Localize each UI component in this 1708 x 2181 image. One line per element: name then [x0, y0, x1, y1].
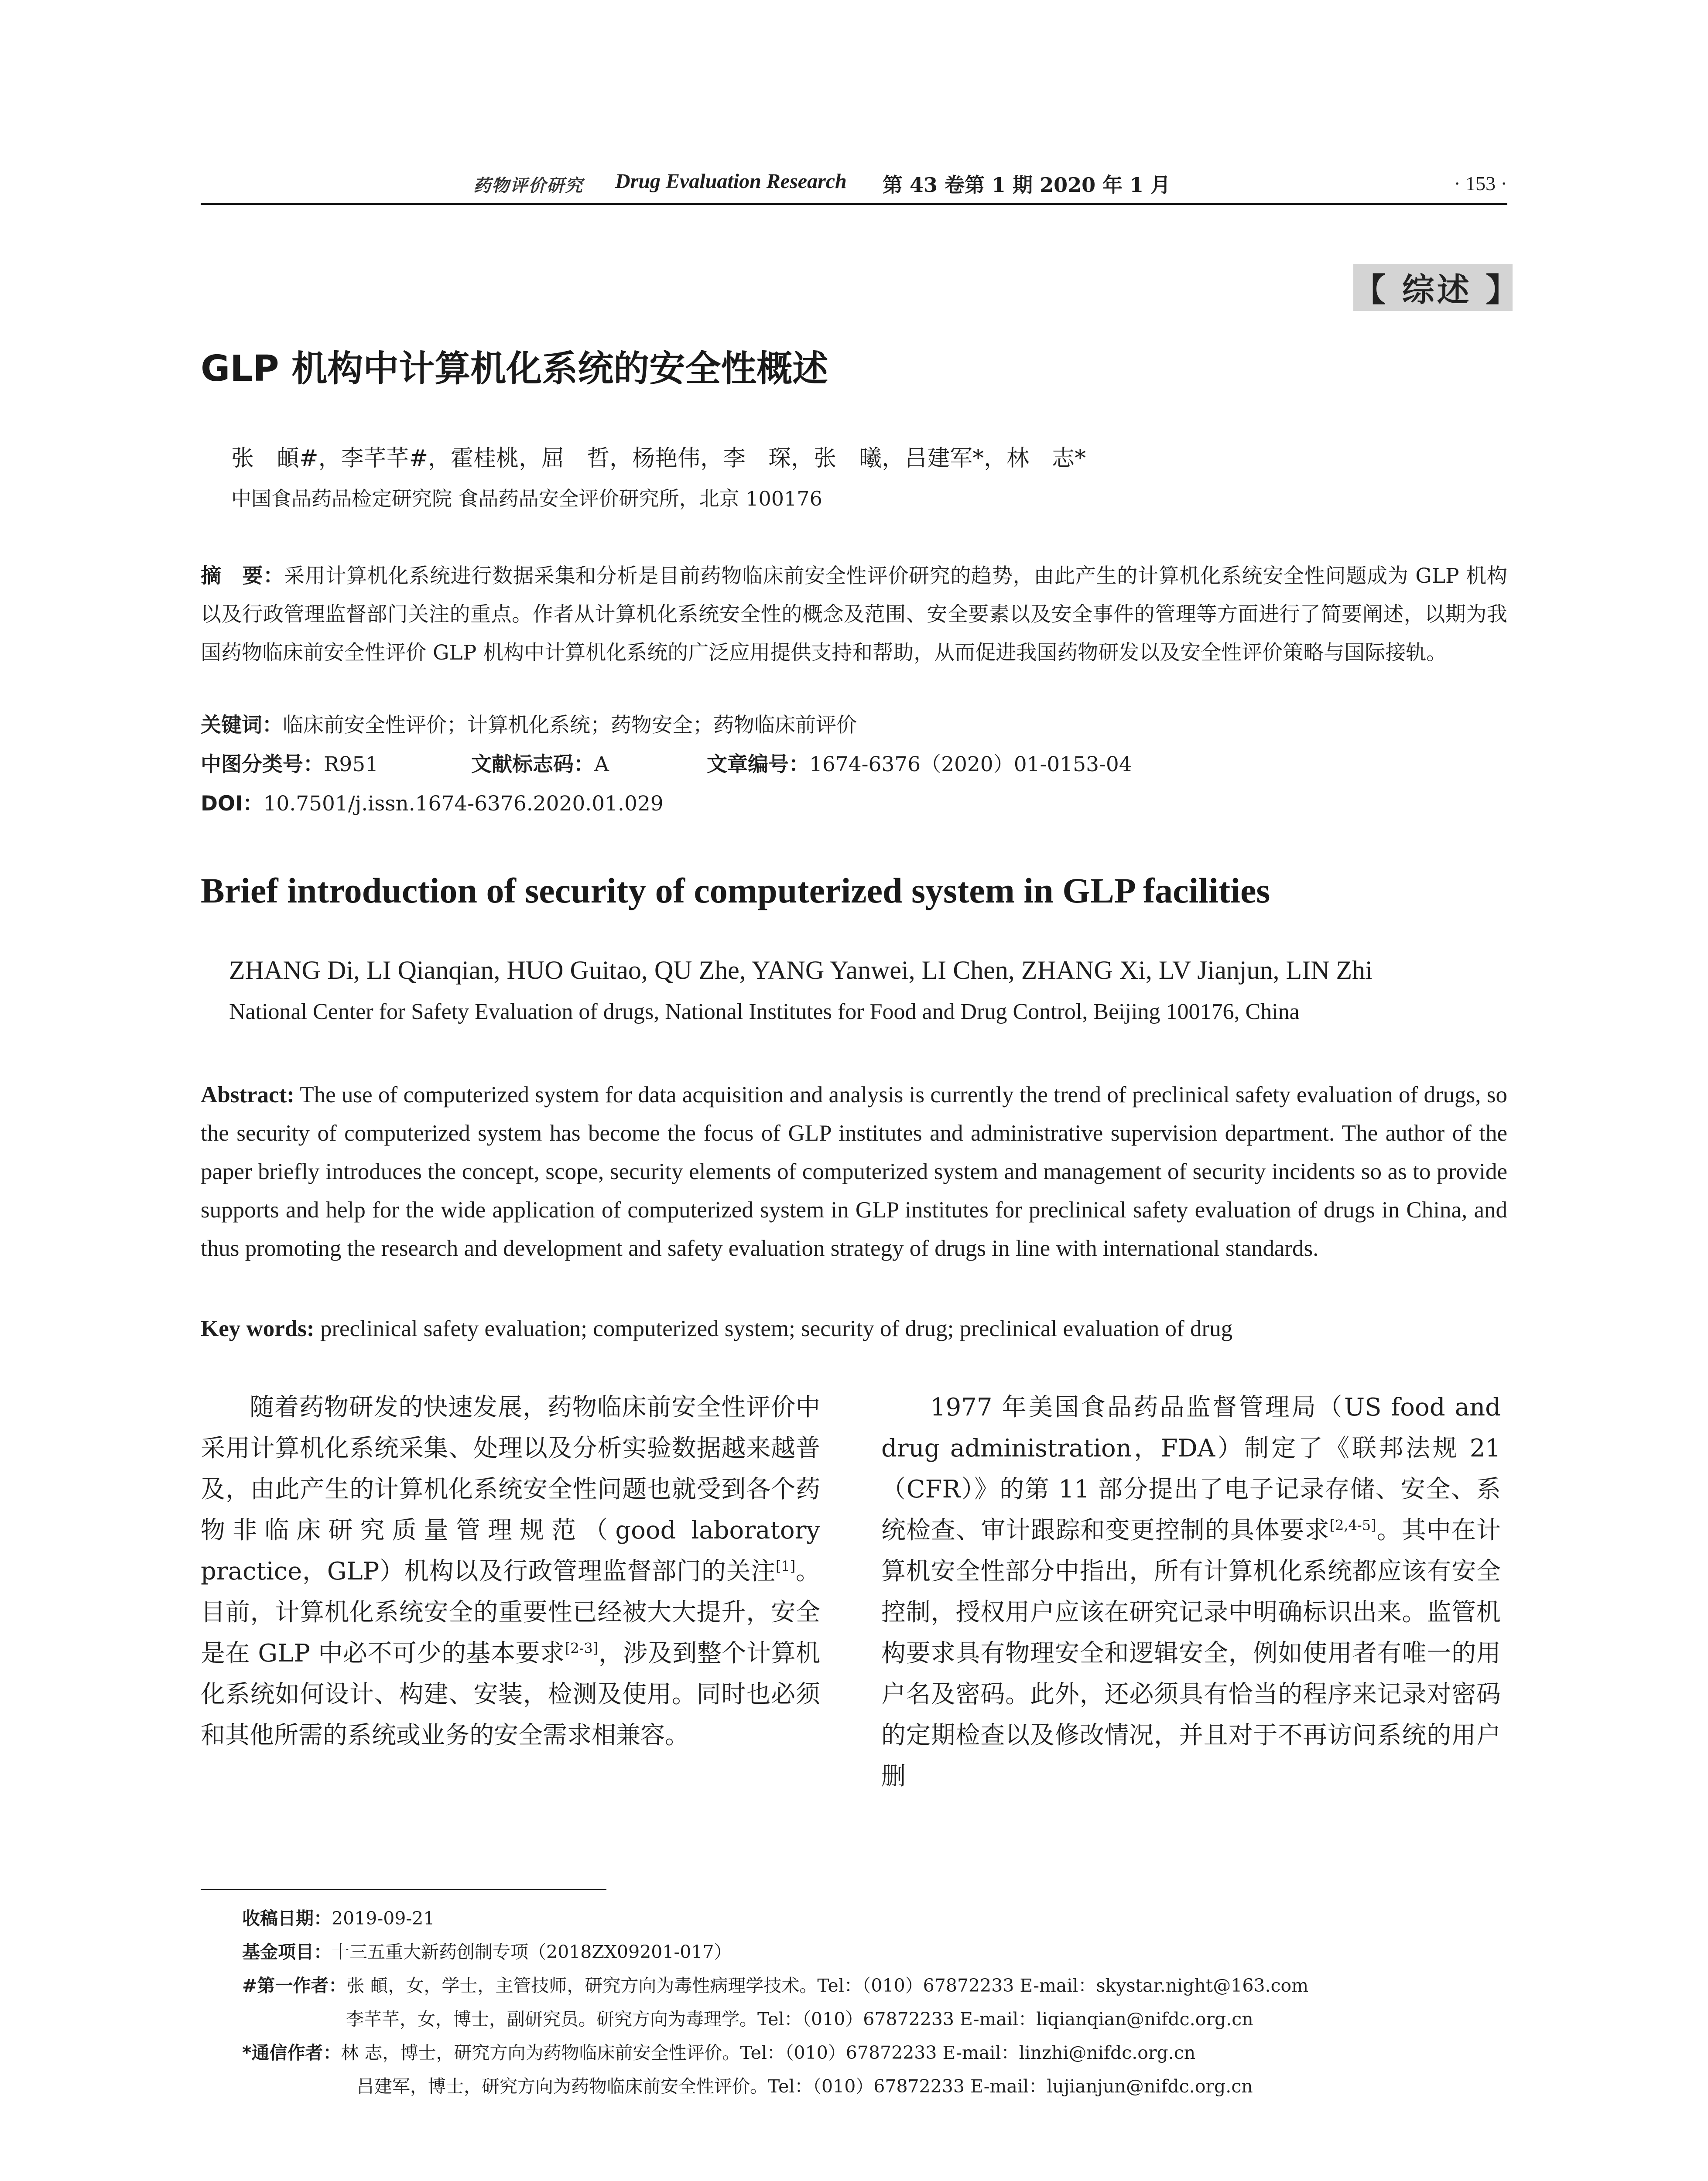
section-badge: 【 综述 】	[1353, 264, 1513, 311]
page-number: · 153 ·	[1454, 172, 1507, 195]
header-divider	[201, 203, 1507, 205]
authors-english: ZHANG Di, LI Qianqian, HUO Guitao, QU Zhe, YANG Yanwei, LI Chen, ZHANG Xi, LV Jianjun, LIN Zhi	[229, 956, 1373, 985]
clc-value: R951	[324, 752, 379, 776]
received-value: 2019-09-21	[332, 1908, 435, 1929]
abstract-cn-text: 采用计算机化系统进行数据采集和分析是目前药物临床前安全性评价研究的趋势，由此产生的计算机化系统安全性问题成为 GLP 机构以及行政管理监督部门关注的重点。作者从计算机化系统安全性的概念及范围、安全要素以及安全事件的管理等方面进行了简要阐述，以期为我国药物临床前安全性评价 GLP 机构中计算机化系统的广泛应用提供支持和帮助，从而促进我国药物研发以及安全性评价策略与国际接轨。	[201, 564, 1507, 665]
journal-name: Drug Evaluation Research	[615, 170, 847, 193]
body-text: 1977 年美国食品药品监督管理局（US food and drug administration，FDA）制定了《联邦法规 21（CFR）》的第 11 部分提出了电子记录存储、安全、系统检查、审计跟踪和变更控制的具体要求	[881, 1393, 1501, 1545]
affiliation-chinese: 中国食品药品检定研究院 食品药品安全评价研究所，北京 100176	[231, 487, 822, 510]
keywords-cn-label: 关键词：	[201, 713, 283, 737]
abstract-en-label: Abstract:	[201, 1082, 294, 1108]
corresponding-1: 林 志，博士，研究方向为药物临床前安全性评价。Tel：（010）67872233 E-mail：linzhi@nifdc.org.cn	[341, 2042, 1196, 2063]
keywords-cn-text: 临床前安全性评价；计算机化系统；药物安全；药物临床前评价	[283, 713, 857, 737]
corresponding-label: *通信作者：	[242, 2042, 341, 2063]
footnote-corresponding-2: 吕建军，博士，研究方向为药物临床前安全性评价。Tel：（010）67872233 E-mail：lujianjun@nifdc.org.cn	[356, 2076, 1253, 2097]
footnote-corresponding	[242, 2036, 1308, 2070]
body-column-right	[881, 1387, 1501, 1797]
keywords-en-label: Key words:	[201, 1316, 315, 1341]
journal-logo: 药物评价研究	[473, 175, 583, 196]
citation-ref[interactable]: [1]	[775, 1558, 796, 1575]
doi-value[interactable]: 10.7501/j.issn.1674-6376.2020.01.029	[263, 792, 664, 816]
fund-label: 基金项目：	[242, 1942, 332, 1962]
running-header	[201, 169, 1507, 200]
doc-code-label: 文献标志码：	[471, 752, 594, 776]
abstract-english	[201, 1076, 1507, 1268]
body-text: 。目前，计算机化系统安全的重要性已经被大大提升，安全是在 GLP 中必不可少的基本要求	[201, 1557, 821, 1668]
body-paragraph	[201, 1387, 820, 1756]
footnote-first-author-2: 李芊芊，女，博士，副研究员。研究方向为毒理学。Tel：（010）67872233 E-mail：liqianqian@nifdc.org.cn	[346, 2009, 1253, 2030]
citation-ref[interactable]: [2-3]	[565, 1640, 599, 1657]
received-label: 收稿日期：	[242, 1908, 332, 1929]
article-number-value: 1674-6376（2020）01-0153-04	[809, 752, 1132, 776]
affiliation-english: National Center for Safety Evaluation of drugs, National Institutes for Food and Drug Control, Beijing 100176, China	[229, 999, 1300, 1024]
clc-label: 中图分类号：	[201, 752, 324, 776]
abstract-en-text: The use of computerized system for data acquisition and analysis is currently the trend of preclinical safety evaluation of drugs, so the security of computerized system has become the focus of GLP institutes and administrative supervision department. The author of the paper briefly introduces the concept, scope, security elements of computerized system and management of security incidents so as to provide supports and help for the wide application of computerized system in GLP institutes for preclinical safety evaluation of drugs in China, and thus promoting the research and development and safety evaluation strategy of drugs in line with international standards.	[201, 1082, 1507, 1261]
keywords-chinese	[201, 710, 1507, 741]
doc-code-value: A	[594, 752, 609, 776]
authors-chinese: 张 頔#，李芊芊#，霍桂桃，屈 哲，杨艳伟，李 琛，张 曦，吕建军*，林 志*	[231, 445, 1086, 472]
footnote-divider	[201, 1889, 606, 1890]
doi-label: DOI：	[201, 792, 264, 816]
body-text: 随着药物研发的快速发展，药物临床前安全性评价中采用计算机化系统采集、处理以及分析实验数据越来越普及，由此产生的计算机化系统安全性问题也就受到各个药物非临床研究质量管理规范（good laboratory practice，GLP）机构以及行政管理监督部门的关注	[201, 1393, 820, 1586]
footnotes	[242, 1902, 1308, 2103]
footnote-received	[242, 1902, 1308, 1935]
body-paragraph	[881, 1387, 1501, 1797]
body-text: 。其中在计算机安全性部分中指出，所有计算机化系统都应该有安全控制，授权用户应该在研究记录中明确标识出来。监管机构要求具有物理安全和逻辑安全，例如使用者有唯一的用户名及密码。此外，还必须具有恰当的程序来记录对密码的定期检查以及修改情况，并且对于不再访问系统的用户删	[881, 1516, 1501, 1791]
abstract-cn-label: 摘 要：	[201, 564, 284, 588]
issue-info: 第 43 卷第 1 期 2020 年 1 月	[883, 173, 1171, 197]
abstract-chinese	[201, 557, 1507, 672]
footnote-fund	[242, 1935, 1308, 1969]
classification-line	[201, 749, 1507, 780]
body-column-left	[201, 1387, 820, 1756]
first-author-label: #第一作者：	[242, 1975, 347, 1996]
article-number-label: 文章编号：	[707, 752, 809, 776]
keywords-en-text: preclinical safety evaluation; computerized system; security of drug; preclinical evaluation of drug	[320, 1316, 1233, 1341]
doi-line	[201, 789, 1507, 819]
body-text: ，涉及到整个计算机化系统如何设计、构建、安装，检测及使用。同时也必须和其他所需的系统或业务的安全需求相兼容。	[201, 1639, 821, 1750]
footnote-first-author	[242, 1969, 1308, 2003]
keywords-english	[201, 1313, 1507, 1344]
fund-value: 十三五重大新药创制专项（2018ZX09201-017）	[332, 1942, 732, 1962]
first-author-1: 张 頔，女，学士，主管技师，研究方向为毒性病理学技术。Tel：（010）67872233 E-mail：skystar.night@163.com	[346, 1975, 1309, 1996]
title-english: Brief introduction of security of computerized system in GLP facilities	[201, 871, 1270, 910]
title-chinese: GLP 机构中计算机化系统的安全性概述	[201, 348, 828, 390]
citation-ref[interactable]: [2,4-5]	[1329, 1517, 1376, 1534]
